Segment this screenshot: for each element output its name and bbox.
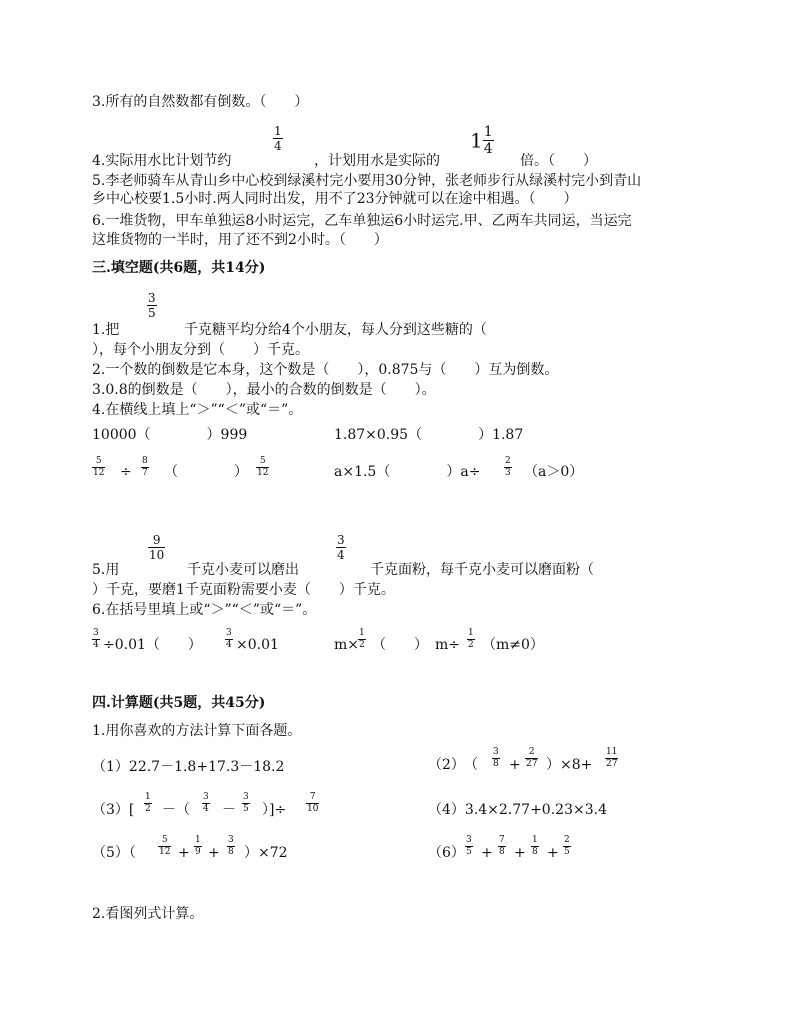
frac-3-8-b: 3 8 — [228, 835, 234, 857]
fill-q1-text: 千克糖平均分给4个小朋友，每人分到这些糖的（ — [184, 322, 487, 338]
minus-sign: － — [222, 802, 236, 818]
frac-5-12-c: 5 12 — [159, 835, 171, 857]
calc-p5-label: （5）（ — [92, 845, 136, 861]
fill-q4-row1-right: 1.87×0.95（ ）1.87 — [334, 427, 524, 443]
frac-11-27: 11 27 — [606, 747, 618, 769]
plus-sign: + — [208, 845, 220, 861]
frac-9-10: 9 10 — [149, 533, 165, 562]
fill-q4-row1-left: 10000（ ）999 — [92, 427, 248, 443]
frac-2-5: 2 5 — [564, 835, 570, 857]
calc-p3-label: （3）[ — [92, 802, 135, 818]
frac-2-27: 2 27 — [526, 747, 538, 769]
frac-1-8: 1 8 — [532, 835, 538, 857]
frac-2-3: 2 3 — [505, 456, 511, 478]
q4-prefix: 4.实际用水比计划节约 — [92, 153, 232, 169]
frac-3-4-b: 3 4 — [226, 628, 232, 650]
q4-fraction-one-quarter: 1 4 — [274, 124, 282, 153]
fill-q3: 3.0.8的倒数是（ ），最小的合数的倒数是（ ）。 — [92, 382, 436, 398]
fill-q6-part4: （ ） m÷ — [372, 637, 461, 653]
calc-p5-tail: ）×72 — [244, 845, 288, 861]
divide-sign: ÷ — [120, 464, 132, 480]
calc-q1: 1.用你喜欢的方法计算下面各题。 — [92, 723, 302, 739]
frac-5-12-b: 5 12 — [257, 456, 269, 478]
q4-mixed-number: 1 $\frac{1}{4}$ — [470, 124, 493, 157]
plus-sign: + — [509, 757, 521, 773]
frac-7-8: 7 8 — [499, 835, 505, 857]
fill-q5-line2: ）千克，要磨1千克面粉需要小麦（ ）千克。 — [92, 582, 395, 598]
condition-m-nonzero: （m≠0） — [482, 637, 544, 653]
compare-blank: （ ） — [164, 464, 248, 480]
judgement-q5-line2: 乡中心校要1.5小时.两人同时出发，用不了23分钟就可以在途中相遇。（ ） — [92, 191, 578, 207]
frac-3-8: 3 8 — [493, 747, 499, 769]
calc-p2-tail: ）×8+ — [546, 757, 593, 773]
fill-q1-fraction: 3 5 — [148, 291, 156, 320]
fill-q5-mid: 千克小麦可以磨出 — [187, 562, 299, 578]
q4-middle: ，计划用水是实际的 — [314, 153, 440, 169]
frac-1-2-a: 1 2 — [359, 628, 365, 650]
calc-p6-label: （6） — [428, 845, 465, 861]
q4-suffix: 倍。（ ） — [520, 153, 597, 169]
judgement-q6-line2: 这堆货物的一半时，用了还不到2小时。（ ） — [92, 232, 388, 248]
judgement-q3: 3.所有的自然数都有倒数。（ ） — [92, 94, 309, 110]
judgement-q6-line1: 6.一堆货物，甲车单独运8小时运完，乙车单独运6小时运完.甲、乙两车共同运，当运完 — [92, 213, 632, 229]
frac-5-12: 5 12 — [93, 456, 105, 478]
frac-3-4-c: 3 4 — [203, 792, 209, 814]
calc-p3-tail: ）]÷ — [262, 802, 287, 818]
frac-3-5-b: 3 5 — [466, 835, 472, 857]
frac-3-4: 3 4 — [337, 533, 345, 562]
plus-sign: + — [178, 845, 190, 861]
fill-q5-text: 千克面粉，每千克小麦可以磨面粉（ — [370, 562, 594, 578]
open-paren: （ — [464, 757, 478, 773]
calc-p4: （4）3.4×2.77+0.23×3.4 — [428, 802, 607, 818]
judgement-q5-line1: 5.李老师骑车从青山乡中心校到绿溪村完小要用30分钟，张老师步行从绿溪村完小到青山 — [92, 173, 642, 189]
plus-sign: + — [481, 845, 493, 861]
plus-sign: + — [514, 845, 526, 861]
calc-p3-minus-paren: －（ — [162, 802, 190, 818]
calc-p1: （1）22.7－1.8+17.3－18.2 — [92, 759, 285, 775]
frac-3-4-a: 3 4 — [93, 628, 99, 650]
calc-q2: 2.看图列式计算。 — [92, 906, 204, 922]
plus-sign: + — [547, 845, 559, 861]
section4-title: 四.计算题(共5题，共45分) — [92, 695, 266, 711]
fill-q6: 6.在括号里填上或“＞”“＜”或“＝”。 — [92, 602, 317, 618]
calc-p2-label: （2） — [428, 757, 465, 773]
frac-1-9: 1 9 — [195, 835, 201, 857]
frac-3-5: 3 5 — [243, 792, 249, 814]
fill-q1-prefix: 1.把 — [92, 322, 120, 338]
fill-q4: 4.在横线上填上“＞”“＜”或“＝”。 — [92, 402, 303, 418]
frac-8-7: 8 7 — [142, 456, 148, 478]
fill-q6-part2: ×0.01 — [236, 637, 279, 653]
fill-q6-part1: ÷0.01（ ） — [103, 637, 202, 653]
fill-q4-row2-right: a×1.5（ ）a÷ — [334, 464, 481, 480]
fill-q5-prefix: 5.用 — [92, 562, 120, 578]
fill-q6-part3: m× — [334, 637, 360, 653]
frac-1-2: 1 2 — [145, 792, 151, 814]
condition-a-positive: （a＞0） — [524, 464, 584, 480]
frac-7-10: 7 10 — [307, 792, 319, 814]
frac-1-2-b: 1 2 — [468, 628, 474, 650]
fill-q1-line2: ），每个小朋友分到（ ）千克。 — [92, 342, 309, 358]
fill-q2: 2.一个数的倒数是它本身，这个数是（ ），0.875与（ ）互为倒数。 — [92, 362, 559, 378]
section3-title: 三.填空题(共6题，共14分) — [92, 260, 266, 276]
